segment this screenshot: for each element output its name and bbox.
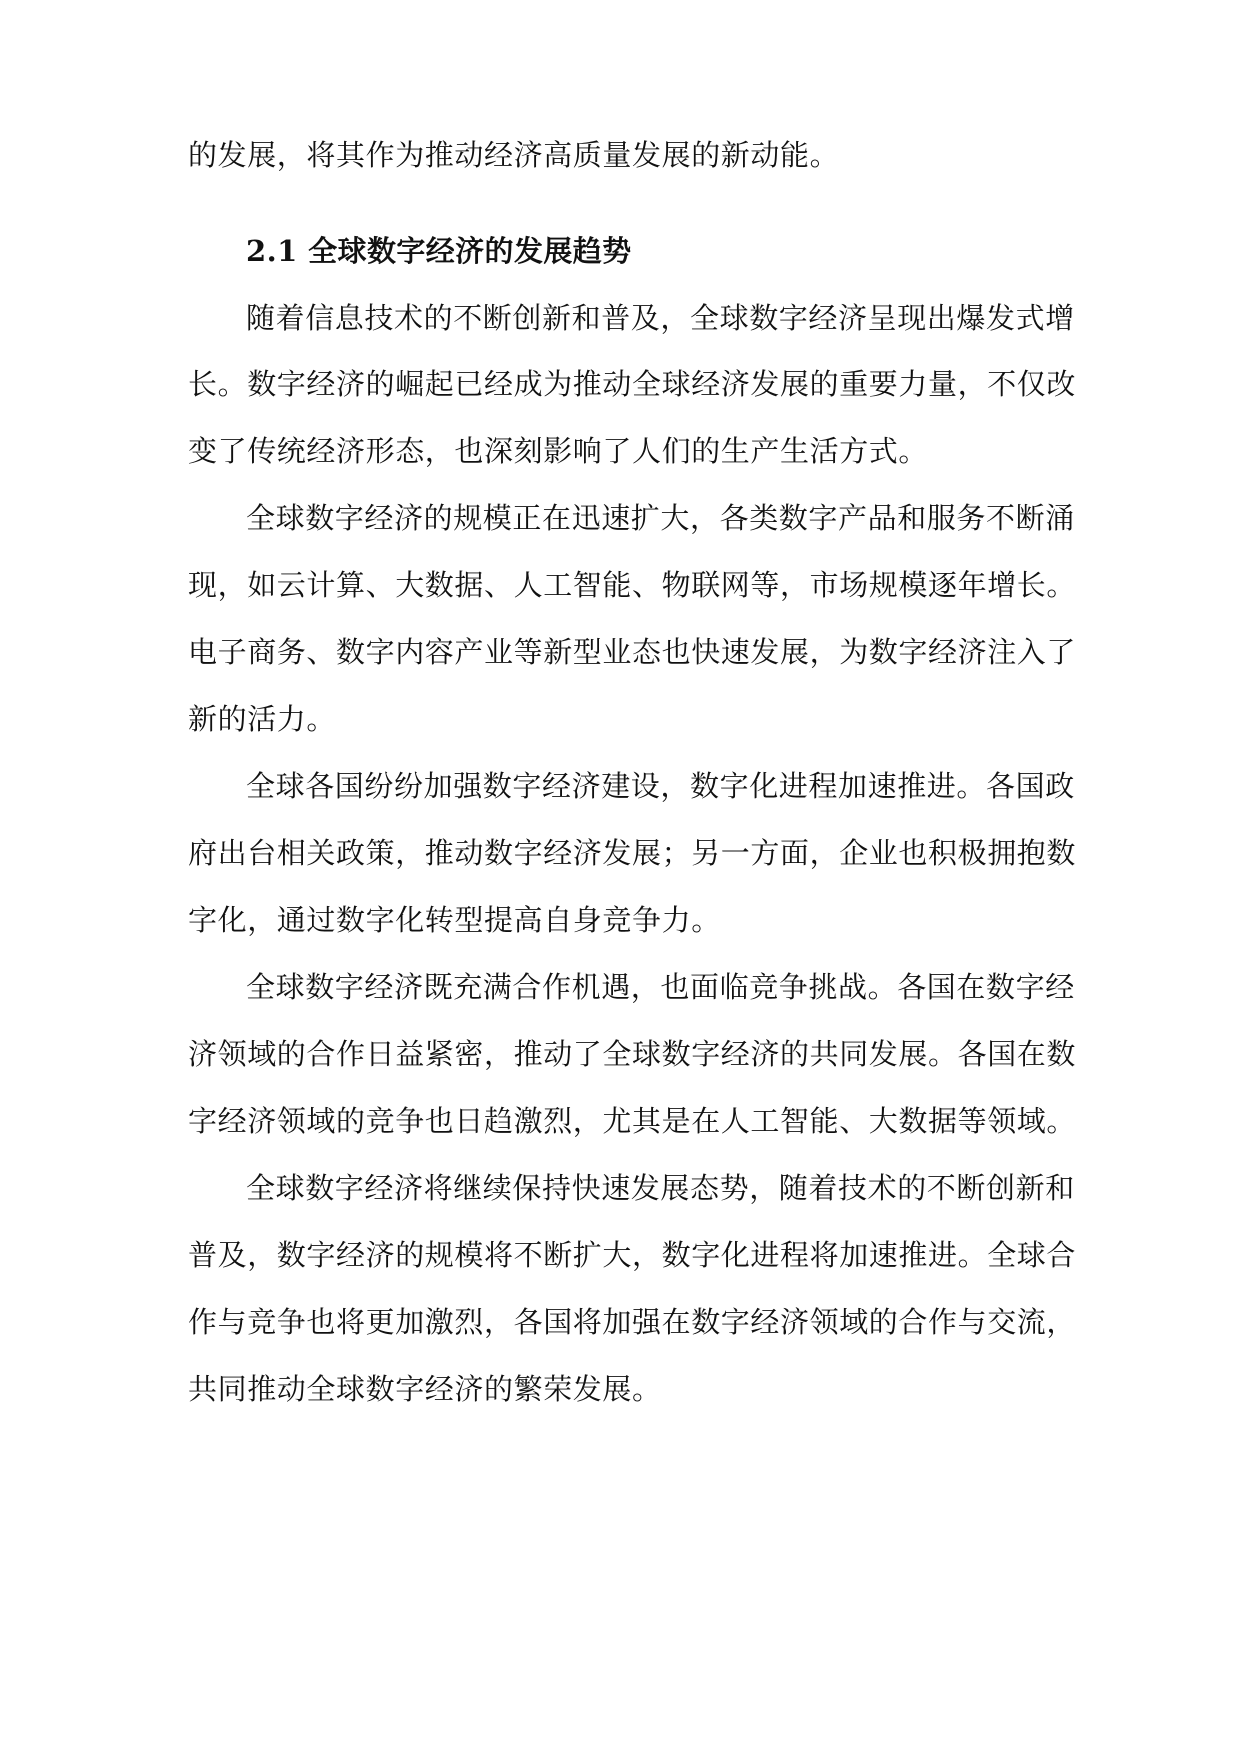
paragraph-2-line-1: 全球数字经济的规模正在迅速扩大，各类数字产品和服务不断涌: [246, 501, 1075, 535]
paragraph-5-line-1: 全球数字经济将继续保持快速发展态势，随着技术的不断创新和: [246, 1171, 1075, 1205]
paragraph-5-line-2: 普及，数字经济的规模将不断扩大，数字化进程将加速推进。全球合: [188, 1238, 1077, 1272]
paragraph-3-line-3: 字化，通过数字化转型提高自身竞争力。: [188, 903, 721, 937]
paragraph-1-line-1: 随着信息技术的不断创新和普及，全球数字经济呈现出爆发式增: [246, 301, 1075, 335]
paragraph-2-line-3: 电子商务、数字内容产业等新型业态也快速发展，为数字经济注入了: [188, 635, 1077, 669]
paragraph-3-line-2: 府出台相关政策，推动数字经济发展；另一方面，企业也积极拥抱数: [188, 836, 1077, 870]
paragraph-4-line-2: 济领域的合作日益紧密，推动了全球数字经济的共同发展。各国在数: [188, 1037, 1077, 1071]
paragraph-4-line-1: 全球数字经济既充满合作机遇，也面临竞争挑战。各国在数字经: [246, 970, 1075, 1004]
paragraph-1-line-2: 长。数字经济的崛起已经成为推动全球经济发展的重要力量，不仅改: [188, 367, 1077, 401]
paragraph-2-line-4: 新的活力。: [188, 702, 337, 736]
paragraph-1-line-3: 变了传统经济形态，也深刻影响了人们的生产生活方式。: [188, 434, 929, 468]
paragraph-5-line-3: 作与竞争也将更加激烈，各国将加强在数字经济领域的合作与交流，: [188, 1305, 1077, 1339]
paragraph-3-line-1: 全球各国纷纷加强数字经济建设，数字化进程加速推进。各国政: [246, 769, 1075, 803]
paragraph-2-line-2: 现，如云计算、大数据、人工智能、物联网等，市场规模逐年增长。: [188, 568, 1077, 602]
intro-line: 的发展，将其作为推动经济高质量发展的新动能。: [188, 138, 840, 172]
paragraph-5-line-4: 共同推动全球数字经济的繁荣发展。: [188, 1372, 662, 1406]
paragraph-4-line-3: 字经济领域的竞争也日趋激烈，尤其是在人工智能、大数据等领域。: [188, 1104, 1077, 1138]
section-heading: 2.1 全球数字经济的发展趋势: [246, 234, 632, 268]
